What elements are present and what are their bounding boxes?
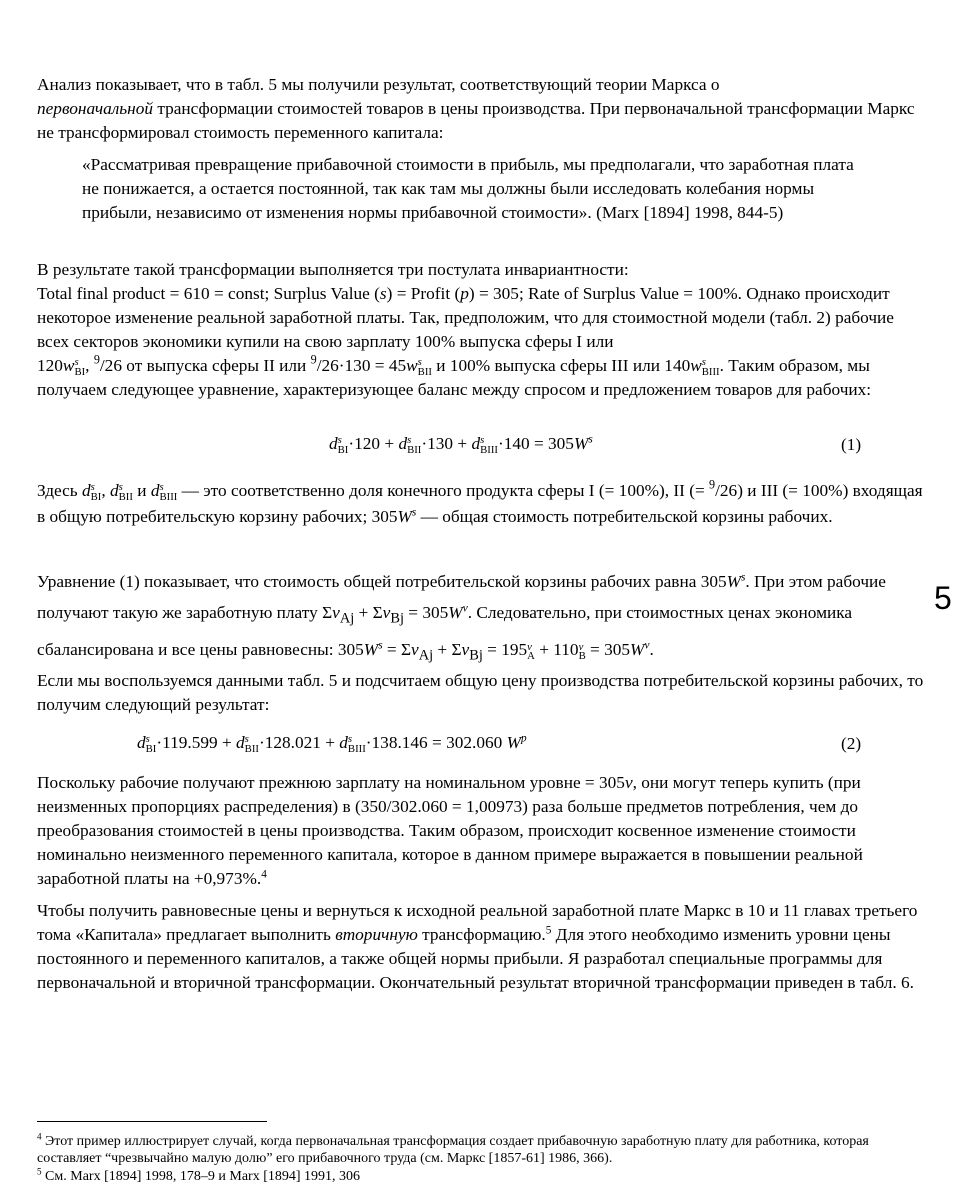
paragraph-here: Здесь d s BI , d s BII и d s BIII — это соответственно доля конечного продукта сферы I (= 100%), II (= $^9$/26) и III (= 100%) входящая в общую потребительскую корзину рабочих; $305W^s$ — общая стоимость потребительской корзины рабочих. (37, 477, 923, 526)
paragraph-since-workers: Поскольку рабочие получают прежнюю зарплату на номинальном уровне = 305v, они могут теперь купить (при неизменных пропорциях распределения) в (350/302.060 = 1,00973) раза больше предметов потребления, чем до преобразования стоимостей в цены производства. Таким образом, происходит косвенное изменение стоимости номинально неизменного переменного капитала, которое в данном примере выражается в повышении реальной заработной платы на +0,973%.$^4$ (37, 773, 863, 888)
footnote-4: $^4$ Этот пример иллюстрирует случай, когда первоначальная трансформация создает прибавочную заработную плату для работника, которая составляет “чрезвычайно малую долю” его прибавочного труда (см. Маркс [1857-61] 1986, 366). (37, 1131, 869, 1166)
footnote-ref-4[interactable]: 4 (261, 868, 267, 881)
page-number: 5 (934, 580, 952, 616)
paragraph-if-we-use: Если мы воспользуемся данными табл. 5 и подсчитаем общую цену производства потребительской корзины рабочих, то получим следующий результат: (37, 671, 924, 714)
paragraph-intro: Анализ показывает, что в табл. 5 мы получили результат, соответствующий теории Маркса о первоначальной трансформации стоимостей товаров в цены производства. При первоначальной трансформации Маркс не трансформировал стоимость переменного капитала: (37, 75, 915, 142)
fraction-9-26: $^9$/26 (93, 352, 122, 375)
equation-1-number: (1) (841, 435, 862, 454)
equation-2-number: (2) (841, 734, 862, 753)
paragraph-to-obtain: Чтобы получить равновесные цены и вернуться к исходной реальной заработной плате Маркс в 10 и 11 главах третьего тома «Капитала» предлагает выполнить вторичную трансформацию.$^5$ Для этого необходимо изменить уровни цены постоянного и переменного капиталов, а также общей нормы прибыли. Я разработал специальные программы для первоначальной и вторичной трансформации. Окончательный результат вторичной трансформации приведен в табл. 6. (37, 901, 918, 992)
footnote-divider (37, 1121, 267, 1122)
paragraph-invariance: В результате такой трансформации выполняется три постулата инвариантности: Total final product = 610 = const; Surplus Value (s) = Profit (p) = 305; Rate of Surplus Value = 100%. Однако происходит некоторое изменение реальной заработной платы. Так, предположим, что для стоимостной модели (табл. 2) рабочие всех секторов экономики купили на свою зарплату 100% выпуска сферы I или 120w s BI , $^9$/26 от выпуска сферы II или $^9$/26·130 = 45w s BII и 100% выпуска сферы III или 140w s BIII . Таким образом, мы получаем следующее уравнение, характеризующее баланс между спросом и предложением товаров для рабочих: (37, 260, 894, 399)
footnote-ref-5[interactable]: 5 (545, 924, 552, 937)
equation-2: d s BI ·119.599 + d s BII ·128.021 + d s BIII ·138.146 = 302.060 $W^p$ (137, 732, 527, 755)
equation-1: d s BI ·120 + d s BII ·130 + d s BIII $\cdot 140 = 305W^s$ (329, 433, 593, 456)
paragraph-equation-shows: Уравнение (1) показывает, что стоимость общей потребительской корзины рабочих равна $305W^s$. При этом рабочие получают такую же заработную плату $\Sigma v_{Aj} + \Sigma v_{Bj} = 305W^v$. Следовательно, при стоимостных ценах экономика сбалансирована и все цены равновесны: $305W^s = \Sigma v_{Aj} + \Sigma v_{Bj} = 195$ v A + 110 v B = $305W^v$. (37, 571, 886, 664)
footnote-5: $^5$ См. Marx [1894] 1998, 178–9 и Marx [1894] 1991, 306 (37, 1166, 361, 1184)
block-quote: «Рассматривая превращение прибавочной стоимости в прибыль, мы предполагали, что заработная плата не понижается, а остается постоянной, так как там мы должны были исследовать колебания нормы прибыли, независимо от изменения нормы прибавочной стоимости». (Marx [1894] 1998, 844-5) (82, 155, 854, 222)
